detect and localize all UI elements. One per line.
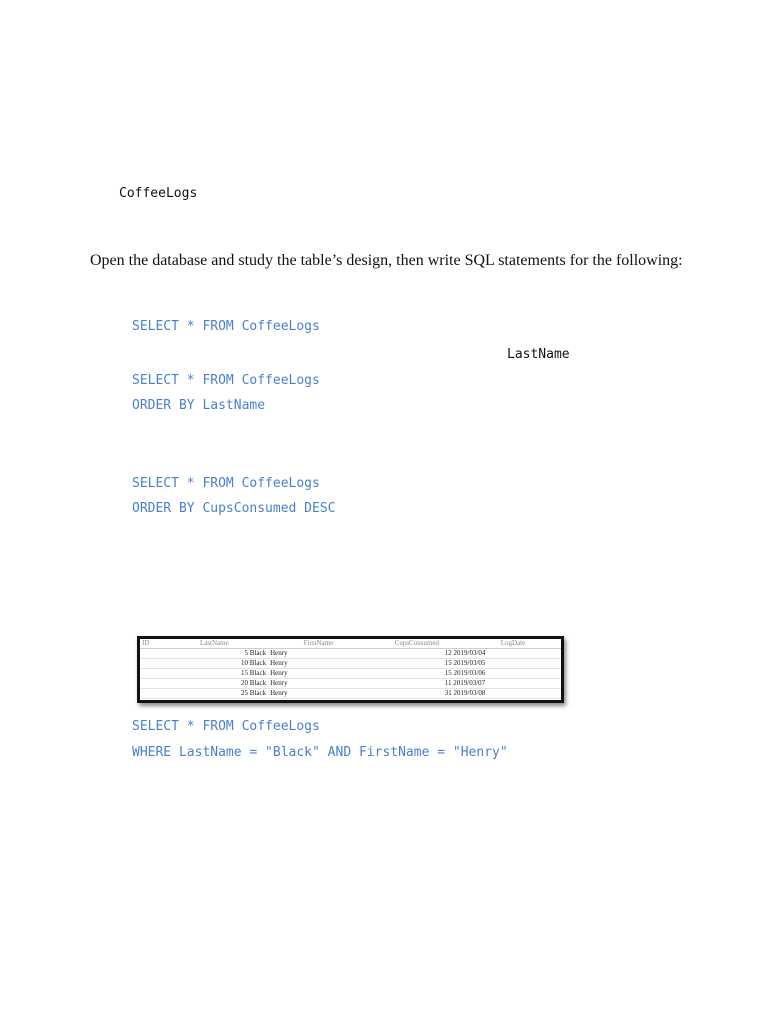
field-name-reference: LastName xyxy=(507,347,570,362)
q2-sql-line-2: ORDER BY LastName xyxy=(132,398,266,413)
cell-firstname: Henry xyxy=(268,649,369,659)
q3-sql-line-1: SELECT * FROM CoffeeLogs xyxy=(132,476,320,491)
table-row xyxy=(140,689,561,699)
table-row xyxy=(140,669,561,679)
q3-sql-line-2: ORDER BY CupsConsumed DESC xyxy=(132,501,336,516)
q4-sql-line-2: WHERE LastName = "Black" AND FirstName = "Henry" xyxy=(132,745,508,760)
table-row xyxy=(140,659,561,669)
column-header-firstname: FirstName xyxy=(268,639,369,649)
query-result-screenshot xyxy=(137,636,564,703)
cell-firstname: Henry xyxy=(268,659,369,669)
column-header-cupsconsumed: CupsConsumed xyxy=(369,639,465,649)
instructions-paragraph: Open the database and study the table’s design, then write SQL statements for the following: xyxy=(90,252,683,269)
cell-id-lastname: 25 Black xyxy=(161,689,269,699)
cell-firstname: Henry xyxy=(268,689,369,699)
query-result-table xyxy=(140,639,561,699)
cell-cups-date: 31 2019/03/08 xyxy=(369,689,561,699)
table-row xyxy=(140,679,561,689)
cell-firstname: Henry xyxy=(268,669,369,679)
database-name: CoffeeLogs xyxy=(119,186,198,201)
cell-id-lastname: 20 Black xyxy=(161,679,269,689)
column-header-lastname: LastName xyxy=(161,639,269,649)
cell-id-lastname: 5 Black xyxy=(161,649,269,659)
q1-sql-line-1: SELECT * FROM CoffeeLogs xyxy=(132,319,320,334)
q4-sql-line-1: SELECT * FROM CoffeeLogs xyxy=(132,719,320,734)
q2-sql-line-1: SELECT * FROM CoffeeLogs xyxy=(132,373,320,388)
column-header-logdate: LogDate xyxy=(465,639,561,649)
cell-cups-date: 11 2019/03/07 xyxy=(369,679,561,689)
cell-cups-date: 12 2019/03/04 xyxy=(369,649,561,659)
cell-firstname: Henry xyxy=(268,679,369,689)
table-header-row xyxy=(140,639,561,649)
cell-cups-date: 15 2019/03/06 xyxy=(369,669,561,679)
cell-id-lastname: 15 Black xyxy=(161,669,269,679)
column-header-id: ID xyxy=(140,639,161,649)
cell-cups-date: 15 2019/03/05 xyxy=(369,659,561,669)
cell-id-lastname: 10 Black xyxy=(161,659,269,669)
table-row xyxy=(140,649,561,659)
